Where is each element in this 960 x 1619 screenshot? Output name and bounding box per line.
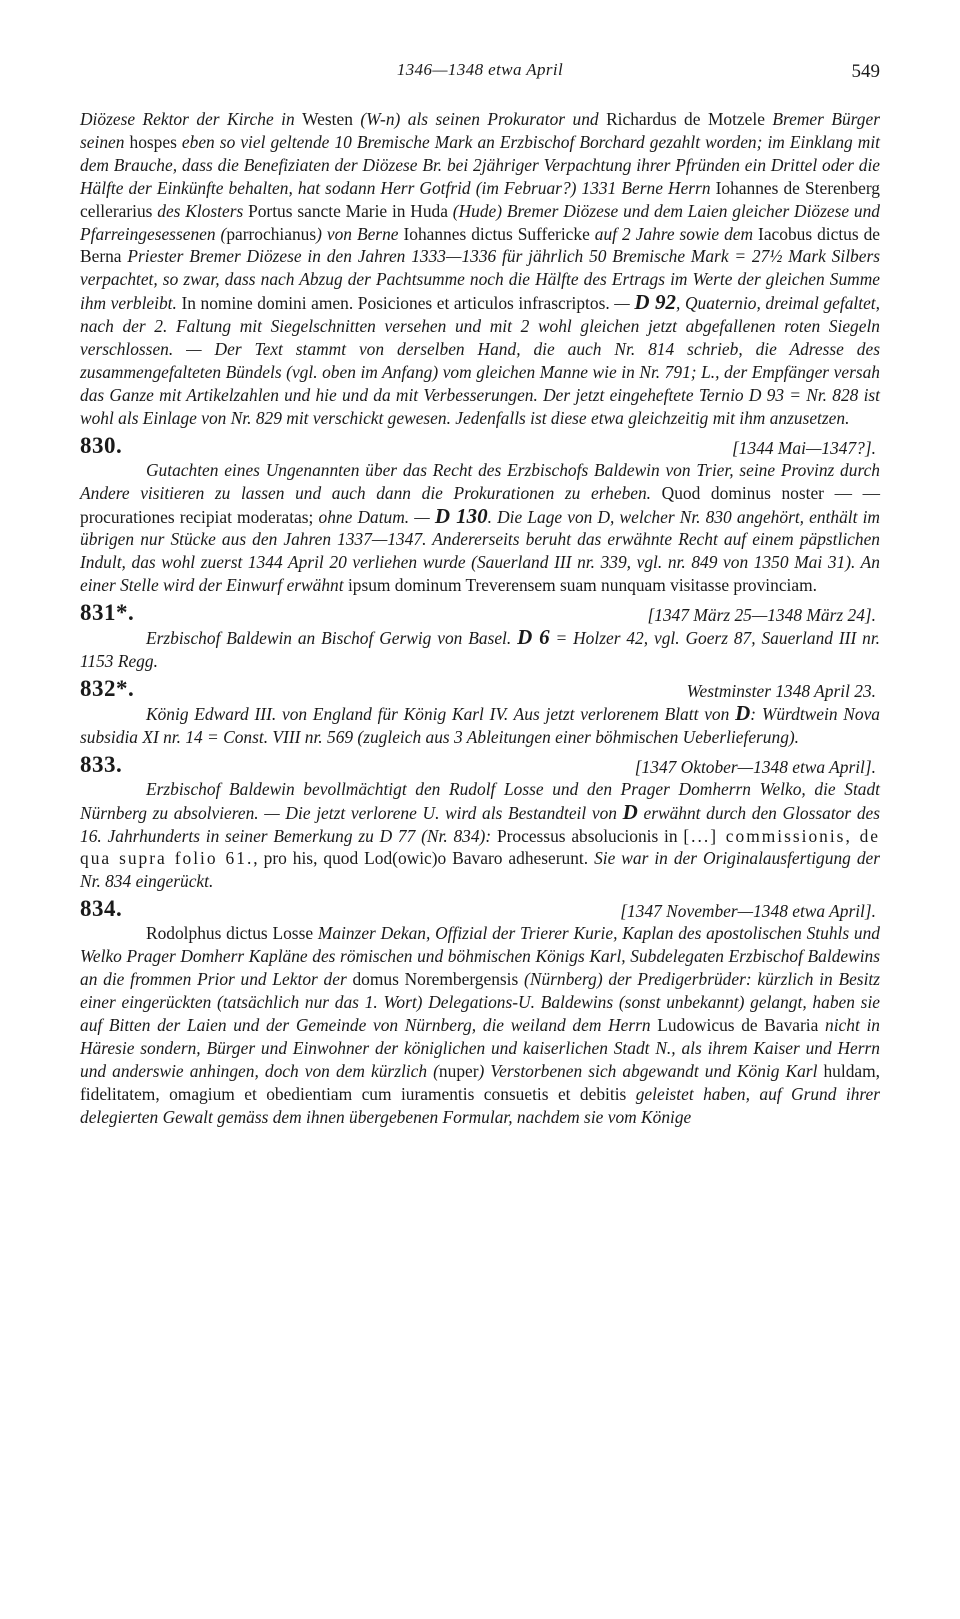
text-segment: domus Norembergensis xyxy=(352,969,519,990)
text-segment: Richardus de Motzele xyxy=(606,109,765,129)
text-segment: ipsum dominum Treverensem suam nunquam visitasse provinciam. xyxy=(347,575,817,596)
text-segment: , Quaternio, dreimal gefaltet, nach der 2. Faltung mit Siegelschnitten versehen und mit 2 wohl gleichen jetzt abgefallenen roten Siegeln verschlossen. — Der Text stammt von derselben Hand, die auch Nr. 814 schrieb, die Adresse des zusammengefalteten Bündels (vgl. oben im Anfang) vom gleichen Manne wie in Nr. 791; L., der Empfänger versah das Ganze mit Artikelzahlen und hie und da mit Verbesserungen. Der jetzt eingeheftete Ternio D 93 = Nr. 828 ist wohl als Einlage von Nr. 829 mit verschickt gewesen. Jedenfalls ist diese etwa gleichzeitig mit ihm anzusetzen. xyxy=(80,293,880,428)
entry-832 xyxy=(80,676,880,749)
entry-text xyxy=(80,702,880,749)
text-segment: Portus sancte Marie in Huda xyxy=(248,200,448,221)
entry-text xyxy=(80,459,880,597)
text-segment: In nomine domini amen. Posiciones et articulos infrascriptos. xyxy=(181,293,610,314)
text-segment: — xyxy=(609,293,635,314)
entry-text xyxy=(80,778,880,894)
document-body xyxy=(80,108,880,1128)
text-segment: = Holzer 42, vgl. Goerz 87, Sauerland III nr. 1153 Regg. xyxy=(80,628,881,672)
entry-number: 832*. xyxy=(80,675,135,701)
text-segment: Processus absolucionis in xyxy=(496,825,684,846)
entry-heading xyxy=(80,676,880,702)
entry-heading xyxy=(80,600,880,626)
text-segment: Priester Bremer Diözese in den Jahren 1333—1336 für jährlich 50 Bremische Mark = 27½ Mark Silbers verpachtet, so zwar, dass nach Abzug der Pachtsumme noch die Hälfte des Ertrags im Werte der gleichen Summe ihm verbleibt. xyxy=(80,246,880,314)
text-segment: ) von Berne xyxy=(316,223,404,244)
text-segment: Quod dominus noster — — procurationes recipiat moderatas; xyxy=(80,482,880,527)
text-segment: ) Verstorbenen sich abgewandt und König Karl xyxy=(478,1060,824,1081)
text-segment: hospes xyxy=(129,131,177,152)
text-segment: Westen xyxy=(302,109,353,129)
text-segment: (W-n) als seinen Prokurator und xyxy=(352,109,607,129)
text-segment: erwähnt durch den Glossator des 16. Jahrhunderts in seiner Bemerkung zu D 77 (Nr. 834): xyxy=(80,802,880,846)
text-segment: Bremer Bürger seinen xyxy=(80,109,880,152)
text-segment: Mainzer Dekan, Offizial der Trierer Kurie, Kaplan des apostolischen Stuhls und Welko Prager Domherr Kapläne des römischen und böhmischen Königs Karl, Subdelegaten Erzbischof Baldewins an die frommen Prior und Lektor der xyxy=(80,923,880,990)
intro-paragraph xyxy=(80,108,880,430)
entry-number: 834. xyxy=(80,896,123,922)
text-segment: D 130 xyxy=(434,503,488,528)
entry-text xyxy=(80,626,880,673)
entry-date: [1347 November—1348 etwa April]. xyxy=(620,901,876,922)
running-head: 1346—1348 etwa April xyxy=(396,60,564,79)
text-segment: parrochianus xyxy=(226,223,317,244)
text-segment: : Würdtwein Nova subsidia XI nr. 14 = Const. VIII nr. 569 (zugleich aus 3 Ableitungen einer böhmischen Ueberlieferung). xyxy=(80,703,881,747)
page-number: 549 xyxy=(851,61,880,82)
text-segment: nicht in Häresie sondern, Bürger und Einwohner der königlichen und kaiserlichen Stadt N., als ihrem Kaiser und Herrn und anderswie anhingen, doch von dem kürzlich ( xyxy=(80,1014,880,1081)
text-segment: Erzbischof Baldewin an Bischof Gerwig von Basel. xyxy=(146,628,518,649)
text-segment: D 6 xyxy=(517,625,550,650)
text-segment: des Klosters xyxy=(152,200,249,221)
entry-date: Westminster 1348 April 23. xyxy=(686,680,876,701)
text-segment: D 92 xyxy=(634,290,677,315)
text-segment: huldam, fidelitatem, omagium et obedientiam cum iuramentis consuetis et debitis xyxy=(80,1060,880,1104)
text-segment: geleistet haben, auf Grund ihrer delegierten Gewalt gemäss dem ihnen übergebenen Formular, nachdem sie vom Könige xyxy=(80,1083,880,1127)
entry-834 xyxy=(80,896,880,1128)
entry-833 xyxy=(80,752,880,894)
page-header xyxy=(80,60,880,90)
text-segment: (Nürnberg) der Predigerbrüder: kürzlich in Besitz einer eingerückten (tatsächlich nur das 1. Wort) Delegations-U. Baldewins (sonst unbekannt) gelangt, haben sie auf Bitten der Laien und der Gemeinde von Nürnberg, die weiland dem Herrn xyxy=(80,969,880,1035)
entry-number: 831*. xyxy=(80,600,135,626)
text-segment: auf 2 Jahre sowie dem xyxy=(589,223,759,244)
entry-heading xyxy=(80,752,880,778)
entry-date: [1347 Oktober—1348 etwa April]. xyxy=(634,756,876,777)
text-segment: nuper xyxy=(438,1060,479,1081)
text-segment: . Die Lage von D, welcher Nr. 830 angehört, enthält im übrigen nur Stücke aus den Jahren 1337—1347. Andererseits beruht das erwähnte Recht auf einem päpstlichen Indult, das wohl zuerst 1344 April 20 verliehen wurde (Sauerland III nr. 339, vgl. nr. 849 von 1350 Mai 31). An einer Stelle wird der Einwurf erwähnt xyxy=(80,506,880,596)
text-segment: (Hude) Bremer Diözese und dem Laien gleicher Diözese und Pfarreingesessenen ( xyxy=(80,200,880,244)
entry-date: [1347 März 25—1348 März 24]. xyxy=(647,605,876,626)
text-segment: D xyxy=(622,799,638,824)
entry-number: 833. xyxy=(80,751,123,777)
entry-831 xyxy=(80,600,880,673)
text-segment: Rodolphus dictus Losse xyxy=(146,923,314,944)
entry-830 xyxy=(80,433,880,597)
text-segment: Iacobus dictus de Berna xyxy=(80,223,881,267)
text-segment: [...] commissionis, de qua supra folio 61. xyxy=(80,825,880,869)
text-segment: Diözese Rektor der Kirche in xyxy=(80,109,303,129)
text-segment: Iohannes dictus Suffericke xyxy=(403,223,590,244)
text-segment: Erzbischof Baldewin bevollmächtigt den Rudolf Losse und den Prager Domherrn Welko, die Stadt Nürnberg zu absolvieren. — Die jetzt verlorene U. wird als Bestandteil von xyxy=(80,778,880,823)
entry-date: [1344 Mai—1347?]. xyxy=(732,437,876,458)
entry-number: 830. xyxy=(80,432,123,458)
text-segment: Ludowicus de Bavaria xyxy=(657,1014,819,1035)
text-segment: eben so viel geltende 10 Bremische Mark an Erzbischof Borchard gezahlt worden; im Einklang mit dem Brauche, dass die Benefiziaten der Diözese Br. bei 2jähriger Verpachtung ihrer Pfründen ein Drittel oder die Hälfte der Einkünfte behalten, hat sodann Herr Gotfrid (im Februar?) 1331 Berne Herrn xyxy=(80,131,880,198)
text-segment: D xyxy=(735,700,751,725)
text-segment: König Edward III. von England für König Karl IV. Aus jetzt verlorenem Blatt von xyxy=(146,703,736,724)
text-segment: Gutachten eines Ungenannten über das Recht des Erzbischofs Baldewin von Trier, seine Provinz durch Andere visitieren zu lassen und auch dann die Prokurationen zu erheben. xyxy=(80,459,880,503)
entry-heading xyxy=(80,896,880,922)
text-segment: Iohannes de Sterenberg cellerarius xyxy=(80,177,880,221)
entry-text xyxy=(80,922,880,1128)
text-segment: ohne Datum. — xyxy=(313,506,435,527)
entry-heading xyxy=(80,433,880,459)
text-segment: Sie war in der Originalausfertigung der Nr. 834 eingerückt. xyxy=(80,848,880,892)
text-segment: , pro his, quod Lod(owic)o Bavaro adheserunt. xyxy=(253,848,589,869)
